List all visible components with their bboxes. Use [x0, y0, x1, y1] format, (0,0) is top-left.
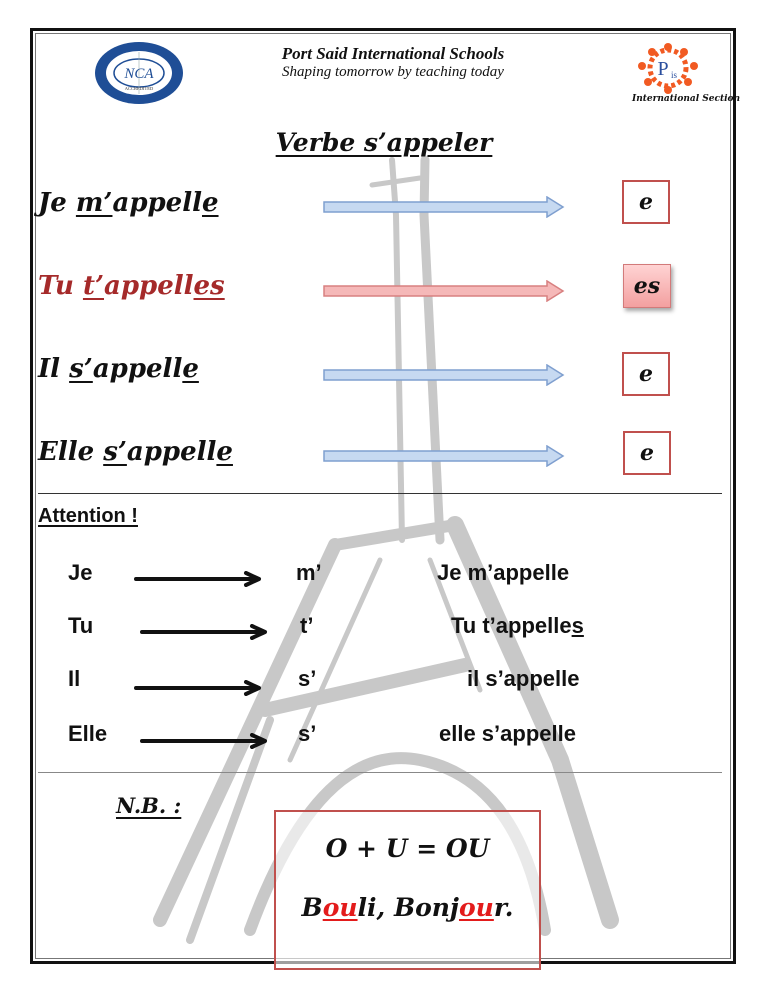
ending-underlined: s	[571, 613, 584, 638]
conjugation-elle: Elle s’appelle	[38, 437, 233, 467]
section-divider	[38, 772, 722, 773]
result-tu: Tu t’appelles	[451, 613, 584, 638]
ending-underlined: e	[216, 437, 233, 467]
ou-highlight: ou	[322, 893, 358, 922]
international-section-label: International Section	[632, 94, 741, 104]
reflexive-elle: s’	[298, 721, 317, 746]
arrow-right-icon	[140, 733, 270, 749]
arrow-right-icon	[323, 196, 565, 218]
school-slogan: Shaping tomorrow by teaching today	[282, 64, 504, 80]
arrow-right-icon	[134, 571, 264, 587]
reflexive-il: s’	[298, 666, 317, 691]
svg-text:is: is	[670, 70, 678, 80]
ou-formula: O + U = OU	[325, 834, 490, 863]
arrow-right-icon	[134, 680, 264, 696]
arrow-right-icon	[323, 445, 565, 467]
pis-logo	[632, 42, 704, 94]
ending-underlined: e	[182, 354, 199, 384]
reflexive-underlined: s’	[69, 354, 93, 384]
reflexive-tu: t’	[300, 613, 314, 638]
ending-underlined: es	[193, 271, 225, 301]
pronoun-elle: Elle	[68, 721, 108, 746]
reflexive-underlined: s’	[103, 437, 127, 467]
attention-heading: Attention !	[38, 505, 138, 527]
svg-text:P: P	[657, 58, 669, 80]
nb-rule-box	[274, 810, 541, 970]
arrow-right-icon	[323, 280, 565, 302]
result-elle: elle s’appelle	[439, 721, 576, 746]
ending-box-il: e	[622, 352, 670, 396]
pronoun-tu: Tu	[68, 613, 94, 638]
ending-underlined: e	[201, 188, 219, 218]
pronoun-il: Il	[68, 666, 81, 691]
pronoun-je: Je	[68, 560, 93, 585]
svg-text:NCA: NCA	[124, 66, 154, 82]
nb-label: N.B. :	[116, 793, 182, 818]
ending-box-elle: e	[623, 431, 671, 475]
result-il: il s’appelle	[467, 666, 580, 691]
conjugation-tu: Tu t’appelles	[38, 271, 225, 301]
ending-box-je: e	[622, 180, 670, 224]
section-divider	[38, 493, 722, 494]
result-je: Je m’appelle	[437, 560, 570, 585]
conjugation-je: Je m’appelle	[38, 188, 219, 218]
conjugation-il: Il s’appelle	[38, 354, 199, 384]
ending-box-tu: es	[623, 264, 671, 308]
nca-logo	[93, 40, 185, 106]
ou-highlight: ou	[458, 893, 494, 922]
school-name: Port Said International Schools	[281, 44, 505, 63]
page-title: Verbe s’appeler	[275, 128, 493, 157]
reflexive-underlined: m’	[75, 188, 113, 218]
reflexive-underlined: t’	[82, 271, 104, 301]
arrow-right-icon	[323, 364, 565, 386]
svg-text:ACCREDITED: ACCREDITED	[124, 86, 154, 91]
arrow-right-icon	[140, 624, 270, 640]
ou-example: Bouli, Bonjour.	[301, 893, 514, 922]
reflexive-je: m’	[296, 560, 322, 585]
